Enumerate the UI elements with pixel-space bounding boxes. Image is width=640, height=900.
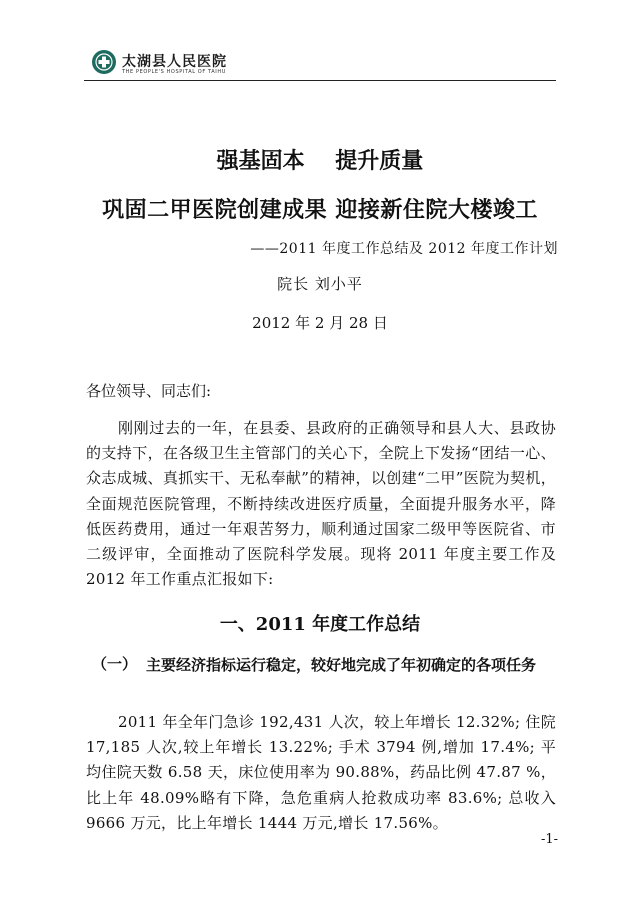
document-header — [84, 47, 556, 87]
document-title-line1: 强基固本 提升质量 — [216, 148, 424, 174]
section-heading: 一、2011 年度工作总结 — [219, 614, 421, 635]
subsection-number: （一） — [92, 655, 138, 673]
page-number: -1- — [540, 832, 558, 847]
hospital-cross-icon — [92, 50, 116, 74]
greeting: 各位领导、同志们: — [86, 382, 212, 400]
stats-paragraph: 2011 年全年门急诊 192,431 人次，较上年增长 12.32%; 住院 17,185 人次,较上年增长 13.22%; 手术 3794 例,增加 17.4%; 平均住院天数 6.58 天，床位使用率为 90.88%，药品比例 47.87 %，比上年 48.09%略有下降，急危重病人抢救成功率 83.6%; 总收入 9666 万元，比上年增长 1444 万元,增长 17.56%。 — [86, 713, 556, 832]
hospital-name: 太湖县人民医院 — [122, 54, 227, 70]
document-title-line2: 巩固二甲医院创建成果 迎接新住院大楼竣工 — [102, 197, 538, 223]
document-author: 院长 刘小平 — [277, 275, 363, 293]
intro-paragraph: 刚刚过去的一年，在县委、县政府的正确领导和县人大、县政协的支持下，在各级卫生主管部门的关心下，全院上下发扬“团结一心、众志成城、真抓实干、无私奉献”的精神，以创建“二甲”医院为契机，全面规范医院管理，不断持续改进医疗质量，全面提升服务水平，降低医药费用，通过一年艰苦努力，顺利通过国家二级甲等医院省、市二级评审，全面推动了医院科学发展。现将 2011 年度主要工作及 2012 年工作重点汇报如下: — [86, 419, 556, 589]
subsection-heading: 主要经济指标运行稳定，较好地完成了年初确定的各项任务 — [146, 656, 537, 674]
header-divider — [84, 80, 556, 81]
document-date: 2012 年 2 月 28 日 — [252, 314, 388, 332]
document-subtitle: ——2011 年度工作总结及 2012 年度工作计划 — [250, 241, 558, 257]
hospital-name-en: THE PEOPLE'S HOSPITAL OF TAIHU — [122, 69, 226, 75]
